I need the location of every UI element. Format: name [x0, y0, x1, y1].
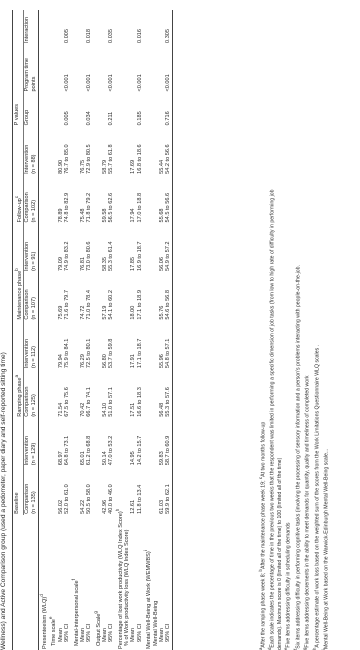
- table-cell: 0.018: [86, 28, 93, 43]
- table-cell: 50.5 to 58.0: [86, 484, 93, 514]
- table-cell: [39, 369, 49, 418]
- table-cell: 78.89: [57, 208, 64, 223]
- table-cell: [71, 272, 80, 321]
- row-label: Output Scale$^g$: [92, 611, 102, 646]
- table-cell: [143, 418, 152, 467]
- table-cell: 57.19: [101, 305, 108, 320]
- table-cell: 55.68: [159, 208, 166, 223]
- group-header-ramping: Ramping phase$^a$: [13, 321, 24, 418]
- table-cell: 0.035: [108, 28, 115, 43]
- table-cell: <0.001: [64, 74, 71, 92]
- table-cell: [71, 175, 80, 224]
- table-cell: 55.3 to 57.6: [165, 369, 172, 418]
- table-cell: [39, 466, 49, 515]
- group-header-followup: Follow-$up^c$: [13, 126, 24, 223]
- table-cell: 71.6 to 79.7: [64, 290, 71, 320]
- table-cell: 42.96: [101, 499, 108, 514]
- footnote-text: Mental Well-Being at Work based on the Warwick-Edinburgh Mental Well-Being scale...: [323, 448, 330, 650]
- table-cell: [39, 93, 49, 127]
- footnote-line: [321, 2, 330, 650]
- table-cell: <0.001: [165, 44, 172, 93]
- table-cell: [143, 321, 152, 370]
- table-cell: [48, 10, 57, 44]
- footnote-text: At two months follow-up: [260, 421, 267, 477]
- table-cell: 72.9 to 80.5: [86, 144, 93, 174]
- table-cell: 58.7 to 60.9: [165, 418, 172, 467]
- table-cell: 14.2 to 15.7: [136, 435, 143, 466]
- table-cell: [115, 126, 124, 175]
- table-cell: 76.81: [79, 257, 86, 272]
- table-cell: 70.42: [79, 402, 86, 417]
- table-cell: [39, 223, 49, 272]
- table-cell: [48, 418, 57, 467]
- table-cell: 55.44: [159, 159, 166, 174]
- table-cell: [115, 321, 124, 370]
- table-cell: 54.1 to 60.2: [108, 290, 115, 320]
- table-cell: [93, 223, 102, 272]
- subhead-pvalue-group: Group: [24, 93, 39, 127]
- table-cell: 58.79: [101, 159, 108, 174]
- table-cell: [39, 10, 49, 44]
- table-cell: 17.69: [130, 159, 137, 174]
- table-cell: 75.48: [79, 208, 86, 223]
- table-cell: 59.9 to 62.1: [165, 466, 172, 515]
- table-cell: [93, 175, 102, 224]
- table-cell: 67.5 to 75.6: [64, 387, 71, 417]
- row-label: Mean: [101, 628, 108, 642]
- table-cell: 71.0 to 78.4: [86, 290, 93, 320]
- table-cell: [71, 369, 80, 418]
- table-cell: 54.9 to 57.2: [165, 223, 172, 272]
- table-cell: 74.9 to 83.2: [64, 241, 71, 272]
- row-label: 95% CI: [136, 623, 143, 642]
- footnote-line: $^f$Six items addressing difficulty in performing cognitive tasks (involving the processing of sensory information and a person's problems interacting with people-on-the-job.: [292, 264, 302, 650]
- footnote-line: [277, 2, 284, 650]
- table-cell: 0.034: [86, 111, 93, 126]
- subhead-intervention-ramping: Intervention (n = 112): [24, 321, 39, 370]
- table-cell: 54.22: [79, 499, 86, 514]
- table-cell: 40.0 to 46.0: [108, 484, 115, 514]
- table-cell: [115, 418, 124, 467]
- table-cell: [115, 272, 124, 321]
- table-cell: 0.016: [136, 28, 143, 43]
- table-cell: [39, 272, 49, 321]
- table-cell: [93, 369, 102, 418]
- table-cell: 12.61: [130, 499, 137, 514]
- table-cell: 18.00: [130, 305, 137, 320]
- footnote-text: demands). Maximum score is 0 (limited all of the time) to 100 (limited all of the time): [276, 457, 283, 650]
- table-cell: 54.10: [101, 402, 108, 417]
- table-cell: 56.02: [57, 499, 64, 514]
- row-label: Mean: [159, 628, 166, 642]
- footnote-text: Each scale indicates the percentage of time in the previous two weeks that the respondent was limited in performing a specific dimension of job tasks (from low to high rate of difficulty in performing job: [270, 189, 277, 648]
- table-cell: [71, 321, 80, 370]
- group-header-maintenance: Maintenance phase$^b$: [13, 223, 24, 320]
- table-cell: [115, 44, 124, 93]
- results-table: [12, 10, 173, 650]
- row-label: Mean: [130, 628, 137, 642]
- table-cell: 14.95: [130, 451, 137, 466]
- subhead-pvalue-time: Program time points: [24, 44, 39, 93]
- table-cell: [115, 93, 124, 127]
- subhead-comparison-followup: Comparison (n = 102): [24, 175, 39, 224]
- row-label: Mental-interpersonal scale$^f$: [70, 579, 80, 646]
- table-cell: 76.7 to 85.0: [64, 144, 71, 174]
- table-cell: [39, 321, 49, 370]
- table-row: [143, 10, 152, 650]
- table-cell: 64.8 to 73.1: [64, 435, 71, 466]
- table-cell: [93, 321, 102, 370]
- table-cell: 66.7 to 74.1: [86, 387, 93, 417]
- table-cell: <0.001: [136, 74, 143, 92]
- table-cell: 56.06: [159, 257, 166, 272]
- subhead-pvalue-interaction: Interaction: [24, 10, 39, 44]
- table-cell: 51.0 to 57.1: [108, 387, 115, 417]
- table-cell: 72.5 to 80.1: [86, 338, 93, 369]
- table-cell: 58.35: [101, 257, 108, 272]
- table-cell: 17.94: [130, 208, 137, 223]
- footnote-text: Five items addressing decrements in the ability to meet demands for quantity, quality and timeliness of completed work: [304, 375, 311, 648]
- table-cell: [143, 126, 152, 175]
- row-label: Mean: [79, 628, 86, 642]
- table-cell: 74.72: [79, 305, 86, 320]
- table-cell: [115, 10, 124, 44]
- table-cell: [115, 466, 124, 515]
- table-cell: [115, 175, 124, 224]
- table-cell: 55.96: [159, 354, 166, 369]
- subhead-comparison-baseline: Comparison (n = 135): [24, 466, 39, 515]
- table-cell: 59.58: [101, 208, 108, 223]
- table-cell: 54.2 to 56.6: [165, 126, 172, 175]
- footnote-text: Six items addressing difficulty in performing cognitive tasks (involving the processing of sensory information and a person's problems interacting with people-on-the-job.: [295, 264, 302, 649]
- table-cell: 76.75: [79, 159, 86, 174]
- row-label: Time scale$^e$: [48, 616, 58, 646]
- table-cell: 65.01: [79, 451, 86, 466]
- table-cell: 71.8 to 79.2: [86, 192, 93, 223]
- group-header-baseline: Baseline: [13, 418, 24, 515]
- table-cell: 0.185: [136, 111, 143, 126]
- footnote-line: $^a$After the ramping phase week 8; $^b$After the maintenance phase week 19; $^c$At two months follow-up: [258, 421, 267, 650]
- table-cell: 56.48: [159, 402, 166, 417]
- subhead-comparison-maintenance: Comparison (n = 107): [24, 272, 39, 321]
- footnote-line: $^d$Each scale indicates the percentage of time in the previous two weeks that the respondent was limited in performing a specific dimension of job tasks (from low to high rate of difficulty in performing job: [267, 189, 277, 650]
- table-cell: 61.03: [159, 499, 166, 514]
- table-cell: 75.9 to 84.1: [64, 338, 71, 369]
- table-cell: [93, 126, 102, 175]
- table-cell: 55.76: [159, 305, 166, 320]
- subhead-comparison-ramping: Comparison (n = 125): [24, 369, 39, 418]
- table-cell: [48, 93, 57, 127]
- table-cell: [93, 466, 102, 515]
- table-cell: [143, 272, 152, 321]
- table-cell: [48, 223, 57, 272]
- table-cell: [71, 223, 80, 272]
- table-cell: [71, 93, 80, 127]
- table-cell: 54.8 to 57.1: [165, 321, 172, 370]
- table-cell: 11.8 to 13.4: [136, 484, 143, 514]
- group-header-pvalues: P values: [13, 10, 24, 126]
- table-cell: [93, 44, 102, 93]
- table-cell: 17.1 to 18.7: [136, 338, 143, 369]
- row-label: Mean: [57, 628, 64, 642]
- header-blank: [13, 515, 24, 650]
- row-label: 95% CI: [86, 623, 93, 642]
- table-cell: [71, 418, 80, 467]
- table-cell: [48, 175, 57, 224]
- table-cell: [48, 272, 57, 321]
- row-label: % of Work productivity loss (WLQ Index Score): [124, 529, 131, 646]
- table-cell: [143, 93, 152, 127]
- header-blank-2: [24, 515, 39, 650]
- table-cell: [93, 10, 102, 44]
- table-cell: 79.94: [57, 354, 64, 369]
- table-cell: 71.54: [57, 402, 64, 417]
- table-cell: 17.91: [130, 354, 137, 369]
- table-cell: [71, 44, 80, 93]
- table-cell: [48, 321, 57, 370]
- row-label: 95% CI: [165, 515, 172, 650]
- table-cell: [143, 175, 152, 224]
- table-cell: 17.51: [130, 402, 137, 417]
- table-cell: [71, 10, 80, 44]
- table-row: [48, 10, 57, 650]
- footnote-text: After the maintenance phase week 19;: [260, 479, 267, 570]
- table-cell: [143, 10, 152, 44]
- row-label: Mental Well-Being: [152, 600, 159, 646]
- row-label: 95% CI: [64, 623, 71, 642]
- table-cell: 79.09: [57, 257, 64, 272]
- table-cell: [48, 126, 57, 175]
- table-cell: 75.69: [57, 305, 64, 320]
- table-cell: [143, 369, 152, 418]
- table-cell: [48, 466, 57, 515]
- row-label: Mental Well-Being at Work (WEMWBS)$^i$: [143, 550, 153, 649]
- table-cell: [48, 369, 57, 418]
- footnote-line: $^h$A percentage estimate of work loss based on the weighted sum of the scores from the Work Limitations Questionnaire WLQ scales .: [311, 344, 321, 650]
- table-cell: 16.6 to 18.3: [136, 387, 143, 417]
- table-cell: [39, 175, 49, 224]
- table-row: [71, 10, 80, 650]
- subhead-intervention-followup: Intervention (n = 88): [24, 126, 39, 175]
- subhead-intervention-baseline: Intervention (n = 129): [24, 418, 39, 467]
- table-cell: 0.005: [64, 28, 71, 43]
- table-cell: 73.0 to 80.6: [86, 241, 93, 272]
- table-cell: 16.8 to 18.6: [136, 144, 143, 174]
- table-cell: 56.80: [101, 354, 108, 369]
- table-body: [39, 10, 173, 650]
- row-label: Percentage of lost work productivity (WLQ Index Score)$^h$: [114, 508, 124, 649]
- table-cell: 76.29: [79, 354, 86, 369]
- table-cell: [48, 44, 57, 93]
- table-cell: <0.001: [108, 74, 115, 92]
- table-cell: [115, 369, 124, 418]
- table-cell: 0.005: [64, 111, 71, 126]
- table-cell: 68.97: [57, 451, 64, 466]
- table-cell: [93, 272, 102, 321]
- table-cell: 54.6 to 56.8: [165, 272, 172, 321]
- table-cell: [39, 126, 49, 175]
- footnote-text: A percentage estimate of work loss based on the weighted sum of the scores from the Work Limitations Questionnaire WLQ scales .: [314, 344, 321, 648]
- footnote-text: After the ramping phase week 8;: [260, 571, 267, 648]
- table-row: [115, 10, 124, 650]
- table-cell: 55.3 to 61.4: [108, 241, 115, 272]
- table-cell: 52.0 to 61.0: [64, 484, 71, 514]
- table-row: [165, 10, 172, 650]
- table-cell: 80.90: [57, 159, 64, 174]
- table-cell: [71, 126, 80, 175]
- footnote-line: $^g$Five items addressing decrements in the ability to meet demands for quantity, quality and timeliness of completed work: [302, 375, 311, 650]
- table-cell: [39, 418, 49, 467]
- table-cell: 0.716: [165, 93, 172, 127]
- table-cell: 17.85: [130, 257, 137, 272]
- footnote-line: $^e$Five items addressing difficulty in scheduling demands: [283, 522, 293, 650]
- table-cell: 16.9 to 18.7: [136, 241, 143, 272]
- table-cell: [115, 223, 124, 272]
- table-cell: 0.305: [165, 10, 172, 44]
- table-cell: 54.5 to 56.6: [165, 175, 172, 224]
- table-cell: 53.7 to 59.8: [108, 338, 115, 369]
- table-cell: 56.5 to 62.6: [108, 192, 115, 223]
- table-cell: <0.001: [86, 74, 93, 92]
- table-cell: 0.211: [108, 111, 115, 126]
- table-row: [39, 10, 49, 650]
- table-cell: 17.0 to 18.8: [136, 192, 143, 223]
- table-cell: [143, 223, 152, 272]
- table-cell: [93, 93, 102, 127]
- table-caption: Wellness) and Active Comparison group (used a pedometer, paper diary and self-reported sitting time): [0, 352, 7, 650]
- table-cell: [93, 418, 102, 467]
- table-cell: [71, 466, 80, 515]
- table-cell: 50.14: [101, 451, 108, 466]
- table-cell: [39, 44, 49, 93]
- row-label: Presenteeism (WLQ)$^d$: [39, 594, 48, 649]
- table-cell: [143, 44, 152, 93]
- subhead-intervention-maintenance: Intervention (n = 91): [24, 223, 39, 272]
- row-label: 95% CI: [108, 623, 115, 642]
- table-cell: 55.7 to 61.8: [108, 144, 115, 174]
- footnotes: [258, 2, 330, 650]
- table-cell: 47.0 to 53.2: [108, 435, 115, 466]
- table-cell: 74.8 to 82.9: [64, 192, 71, 223]
- table-cell: 17.1 to 18.9: [136, 290, 143, 320]
- table-cell: 61.2 to 68.8: [86, 435, 93, 466]
- table-cell: [143, 466, 152, 515]
- table-row: [93, 10, 102, 650]
- footnote-text: Five items addressing difficulty in scheduling demands: [286, 522, 293, 648]
- table-cell: 59.83: [159, 451, 166, 466]
